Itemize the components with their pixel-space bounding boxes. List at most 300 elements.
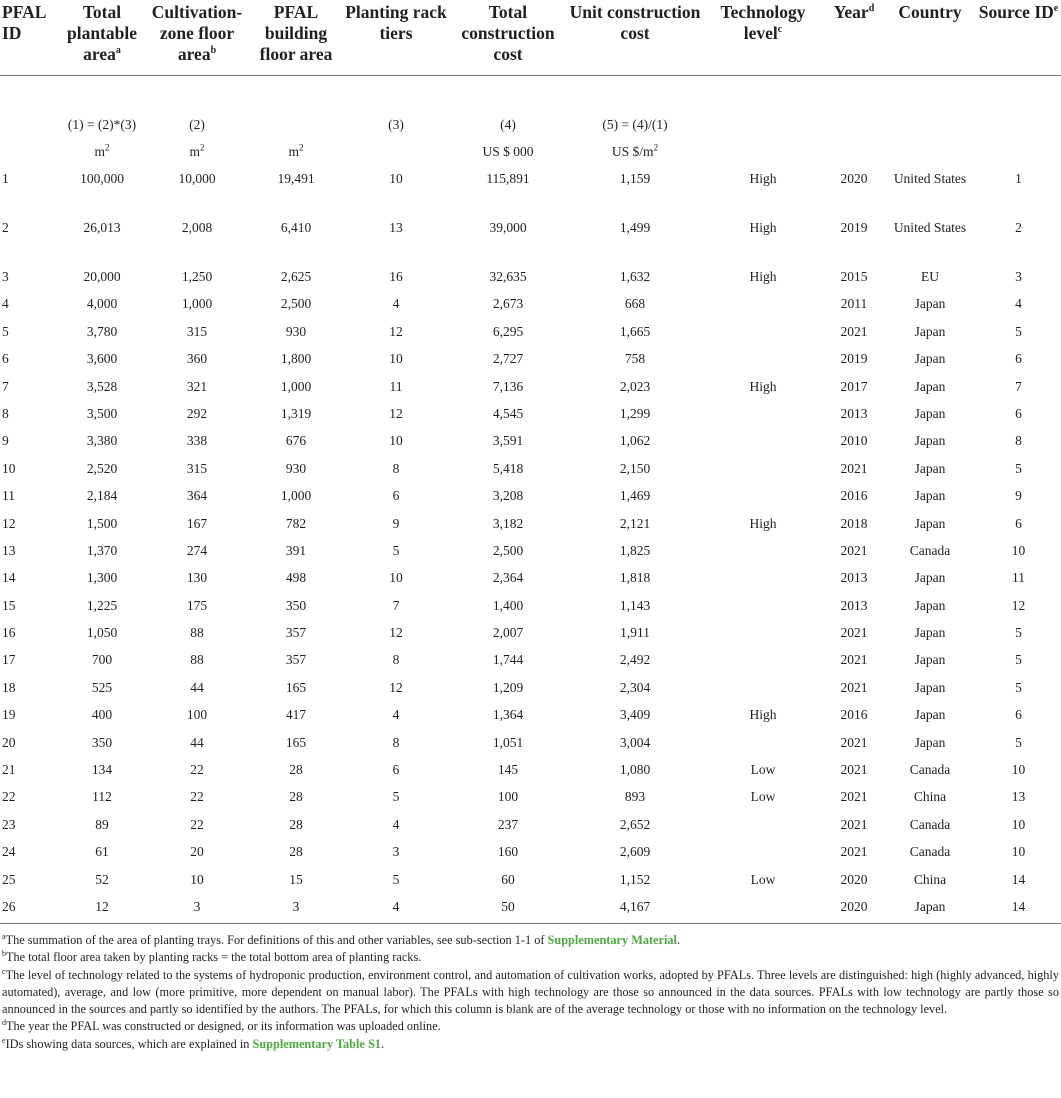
table-cell: 3,380 [86, 433, 118, 449]
table-cell: 1,152 [619, 871, 651, 887]
unit-cell [824, 141, 884, 168]
table-cell: 5 [1015, 625, 1022, 641]
table-cell: Japan [914, 433, 946, 449]
table-cell: 2 [2, 220, 9, 235]
table-cell: Japan [914, 515, 946, 531]
table-cell: 2021 [840, 679, 868, 695]
table-cell: 5,418 [492, 460, 524, 476]
table-cell: 5 [392, 871, 400, 887]
table-cell: 391 [285, 542, 307, 558]
formula-cell: (3) [388, 117, 404, 132]
table-cell: 5 [392, 542, 400, 558]
table-cell: 2021 [840, 734, 868, 750]
table-cell: 2011 [840, 296, 868, 312]
table-cell: 3,591 [492, 433, 524, 449]
table-cell: 2,150 [619, 460, 651, 476]
table-cell: 2017 [840, 378, 868, 394]
formula-row [0, 114, 1061, 141]
table-cell: 2,673 [492, 296, 524, 312]
table-cell: 10 [1011, 762, 1026, 778]
column-header [448, 0, 568, 76]
table-cell: 8 [392, 734, 400, 750]
table-cell: 28 [289, 789, 303, 805]
table-cell: 2021 [840, 625, 868, 641]
table-row [0, 814, 1061, 841]
table-cell: 19,491 [277, 171, 315, 186]
table-cell: 10 [2, 460, 16, 476]
table-cell: 1,319 [280, 405, 312, 421]
table-cell: 52 [95, 871, 109, 887]
table-cell: 6 [2, 351, 9, 367]
table-cell: 1,800 [280, 351, 312, 367]
table-cell: 2,625 [280, 269, 312, 284]
table-cell: 4 [392, 707, 400, 723]
table-cell: 9 [392, 515, 400, 531]
table-cell: 14 [1011, 871, 1026, 887]
table-cell: 2021 [840, 844, 868, 860]
table-cell: Canada [909, 816, 951, 832]
table-cell: High [749, 220, 777, 235]
table-cell: 17 [2, 652, 16, 668]
column-header-label: PFAL ID [2, 2, 46, 43]
table-cell: 4,545 [492, 405, 524, 421]
table-row [0, 704, 1061, 731]
table-row [0, 869, 1061, 896]
table-cell [702, 677, 824, 704]
table-cell: 6,295 [492, 323, 524, 339]
table-cell: 15 [2, 597, 16, 613]
table-cell: 2,520 [86, 460, 118, 476]
table-cell: Japan [914, 734, 946, 750]
table-cell: Low [750, 789, 776, 805]
table-cell: 10 [1011, 816, 1026, 832]
table-cell: Low [750, 871, 776, 887]
table-row [0, 759, 1061, 786]
table-cell: 6 [1015, 707, 1022, 723]
table-cell: 6 [1015, 515, 1022, 531]
column-header [976, 0, 1061, 76]
table-cell: 16 [2, 625, 16, 641]
table-cell: 13 [389, 220, 403, 235]
table-cell: 2021 [840, 460, 868, 476]
table-cell: 1,665 [619, 323, 651, 339]
table-cell: Japan [914, 679, 946, 695]
table-row [0, 217, 1061, 266]
table-cell: 3 [1015, 269, 1022, 284]
table-cell: 10 [389, 433, 403, 449]
table-cell: 100,000 [80, 171, 124, 186]
table-cell: 1 [1015, 171, 1022, 186]
table-cell: 8 [1015, 433, 1022, 449]
table-cell: Japan [914, 488, 946, 504]
table-cell: United States [893, 171, 967, 186]
table-cell: 25 [2, 871, 16, 887]
table-cell: 360 [186, 351, 208, 367]
footnote-a: $^a$The summation of the area of planting trays. For definitions of this and other variables, see sub-section 1-1 of Supplementary Material. [2, 931, 681, 947]
table-cell: Japan [914, 570, 946, 586]
table-cell: 1,825 [619, 542, 651, 558]
table-cell: 4 [392, 816, 400, 832]
formula-cell [248, 114, 344, 141]
column-header-label: Total plantable area [66, 2, 138, 64]
table-cell [702, 841, 824, 868]
table-cell: 14 [2, 570, 16, 586]
table-cell: 9 [2, 433, 9, 449]
table-cell: 2021 [840, 542, 868, 558]
table-cell: 525 [91, 679, 113, 695]
unit-cell: $m^2$ [189, 142, 205, 159]
table-cell: 782 [285, 515, 307, 531]
table-row [0, 622, 1061, 649]
table-cell: 5 [1015, 460, 1022, 476]
column-header-label: Country [898, 2, 962, 22]
table-cell: 7 [1015, 378, 1022, 394]
table-cell: 2,609 [619, 844, 651, 860]
table-cell [702, 485, 824, 512]
table-row [0, 841, 1061, 868]
table-cell [702, 896, 824, 924]
table-cell: 5 [1015, 323, 1022, 339]
table-cell: 5 [1015, 679, 1022, 695]
table-cell: 20 [2, 734, 16, 750]
table-cell: 758 [624, 351, 646, 367]
table-cell: 2018 [840, 515, 868, 531]
table-cell: 1,499 [619, 220, 651, 235]
table-cell: 20 [190, 844, 204, 860]
table-cell: 321 [186, 378, 208, 394]
formula-cell: (4) [500, 117, 516, 132]
table-cell: 2,500 [492, 542, 524, 558]
table-row [0, 458, 1061, 485]
table-cell: 112 [92, 789, 112, 805]
table-cell: Canada [909, 844, 951, 860]
table-cell: 4 [1015, 296, 1022, 312]
table-row [0, 321, 1061, 348]
footnote-c: $^c$The level of technology related to the systems of hydroponic production, environment control, and automation of cultivation works, adopted by PFALs. Three levels are distinguished: high (highly advanced, highly automated), average, and low (more primitive, more dependent on manual labor). The PFALs with high technology are those so announced in the data sources. PFALs with low technology are partly those so announced in the sources and partly so identified by the authors. The PFALs, for which this column is blank are of the average technology or those with no information on the technology level. [2, 966, 1059, 1017]
table-cell: High [749, 707, 777, 723]
table-cell: Low [750, 762, 776, 778]
table-cell: 1,209 [492, 679, 524, 695]
table-cell: 1,050 [86, 625, 118, 641]
table-cell: 11 [2, 488, 15, 504]
table-cell: 89 [95, 816, 109, 832]
footnote-marker: c [777, 24, 783, 36]
table-cell: 8 [392, 652, 400, 668]
table-cell: High [749, 515, 777, 531]
table-cell: 2,007 [492, 625, 524, 641]
table-cell: 2016 [840, 488, 868, 504]
table-cell: 1,632 [619, 269, 651, 284]
table-cell: 350 [91, 734, 113, 750]
table-cell: 15 [289, 871, 303, 887]
column-header-label: Year [833, 2, 869, 22]
table-cell: 2021 [840, 652, 868, 668]
column-header-label: Unit construction cost [569, 2, 701, 43]
table-cell: 4 [344, 896, 448, 924]
table-cell: 3 [392, 844, 400, 860]
table-cell: 50 [448, 896, 568, 924]
table-cell: 400 [91, 707, 113, 723]
table-cell: 2,121 [619, 515, 651, 531]
table-cell: 24 [2, 844, 16, 860]
formula-cell [884, 114, 976, 141]
table-cell: 32,635 [489, 269, 527, 284]
table-cell: 3,182 [492, 515, 524, 531]
table-cell: 1,080 [619, 762, 651, 778]
table-cell: 8 [392, 460, 400, 476]
table-cell: 315 [186, 323, 208, 339]
table-cell: Japan [914, 707, 946, 723]
table-cell: 2 [1015, 220, 1022, 235]
table-cell: 3,528 [86, 378, 118, 394]
table-cell: 6 [1015, 405, 1022, 421]
table-cell: 5 [2, 323, 9, 339]
supplementary-table-link[interactable]: Supplementary Table S1 [252, 1036, 381, 1051]
table-cell: 20,000 [83, 269, 121, 284]
footnote-e: $^e$IDs showing data sources, which are explained in Supplementary Table S1. [2, 1035, 385, 1051]
footnote-marker: b [210, 45, 217, 57]
table-cell: 1 [2, 171, 9, 186]
table-cell: 668 [624, 296, 646, 312]
table-cell: 930 [285, 460, 307, 476]
table-cell: 8 [2, 405, 9, 421]
table-cell: 1,364 [492, 707, 524, 723]
table-cell: 160 [497, 844, 519, 860]
table-row [0, 266, 1061, 293]
table-cell: 22 [2, 789, 16, 805]
table-cell: 26,013 [83, 220, 121, 235]
units-row [0, 141, 1061, 168]
table-cell: 167 [186, 515, 208, 531]
table-row [0, 786, 1061, 813]
table-cell: 2021 [840, 323, 868, 339]
column-header [0, 0, 58, 76]
table-cell: 7 [2, 378, 9, 394]
table-cell: 1,500 [86, 515, 118, 531]
table-cell: 3 [248, 896, 344, 924]
table-cell: 1,911 [620, 625, 650, 641]
table-cell: 1,159 [619, 171, 651, 186]
table-cell: 100 [497, 789, 519, 805]
table-cell: 134 [91, 762, 113, 778]
table-cell: 12 [1011, 597, 1026, 613]
table-cell: 2,727 [492, 351, 524, 367]
table-cell [702, 540, 824, 567]
footnote-marker: a [115, 45, 121, 57]
table-cell: 11 [389, 378, 403, 394]
table-cell: 3,500 [86, 405, 118, 421]
table-cell: 21 [2, 762, 16, 778]
table-cell: 338 [186, 433, 208, 449]
table-cell: 1,000 [181, 296, 213, 312]
formula-cell [824, 114, 884, 141]
table-row [0, 293, 1061, 320]
table-row [0, 540, 1061, 567]
footnotes [0, 924, 1061, 1053]
table-cell: Canada [909, 762, 951, 778]
table-cell: 2019 [840, 351, 868, 367]
table-cell: 23 [2, 816, 16, 832]
table-cell: 4 [2, 296, 9, 312]
unit-cell: $m^2$ [94, 142, 110, 159]
table-cell: 10 [1011, 542, 1026, 558]
table-cell: 100 [186, 707, 208, 723]
table-cell: High [749, 378, 777, 394]
table-cell: China [913, 871, 947, 887]
table-cell: 893 [624, 789, 646, 805]
table-cell: 2,492 [619, 652, 651, 668]
table-cell: 22 [190, 816, 204, 832]
footnote-b: $^b$The total floor area taken by planting racks = the total bottom area of planting racks. [2, 949, 422, 965]
table-cell: 1,300 [86, 570, 118, 586]
table-cell: High [749, 171, 777, 186]
table-cell [702, 403, 824, 430]
unit-cell: US $\$/m^2$ [611, 142, 659, 159]
table-cell: 292 [186, 405, 208, 421]
table-cell: 28 [289, 844, 303, 860]
formula-cell [976, 114, 1061, 141]
column-header [702, 0, 824, 76]
table-cell: 1,744 [492, 652, 524, 668]
column-header-label: Planting rack tiers [345, 2, 447, 43]
table-cell: 274 [186, 542, 208, 558]
table-cell: 165 [285, 734, 307, 750]
table-cell: 2020 [840, 171, 868, 186]
table-cell: 130 [186, 570, 208, 586]
table-cell: 2,184 [86, 488, 118, 504]
table-cell: 60 [501, 871, 515, 887]
table-row [0, 348, 1061, 375]
table-cell: 2,652 [619, 816, 651, 832]
table-cell [702, 622, 824, 649]
table-cell: 16 [389, 269, 403, 284]
table-cell: 676 [285, 433, 307, 449]
table-cell: 3 [146, 896, 248, 924]
unit-cell [344, 141, 448, 168]
table-cell: 26 [0, 896, 58, 924]
table-row [0, 485, 1061, 512]
table-cell: 1,469 [619, 488, 651, 504]
column-header-label: Total construction cost [461, 2, 555, 64]
table-cell: 930 [285, 323, 307, 339]
table-row [0, 567, 1061, 594]
column-header-label: Technology level [720, 2, 806, 43]
table-cell: Japan [914, 652, 946, 668]
table-cell: 700 [91, 652, 113, 668]
table-row [0, 403, 1061, 430]
table-cell: 315 [186, 460, 208, 476]
table-cell: 2,023 [619, 378, 651, 394]
table-cell: 2013 [840, 570, 868, 586]
table-cell: 12 [389, 323, 403, 339]
table-cell: 12 [389, 679, 403, 695]
formula-cell [702, 114, 824, 141]
table-cell: 498 [285, 570, 307, 586]
table-cell: 2010 [840, 433, 868, 449]
table-row [0, 732, 1061, 759]
table-cell [702, 814, 824, 841]
table-cell: 12 [58, 896, 146, 924]
table-cell: 1,000 [280, 378, 312, 394]
table-cell: 13 [2, 542, 16, 558]
table-cell: High [749, 269, 777, 284]
table-row [0, 376, 1061, 403]
table-cell: 88 [190, 652, 204, 668]
table-cell: 145 [497, 762, 519, 778]
table-cell: 2021 [840, 816, 868, 832]
table-cell: 11 [1012, 570, 1025, 586]
table-cell [702, 732, 824, 759]
footnote-marker: d [868, 3, 875, 15]
column-header [568, 0, 702, 76]
table-cell [702, 321, 824, 348]
table-cell: 2013 [840, 597, 868, 613]
table-cell: 6 [392, 762, 400, 778]
table-cell: 350 [285, 597, 307, 613]
table-cell: Japan [884, 896, 976, 924]
table-cell: 12 [389, 405, 403, 421]
unit-cell: US $ 000 [482, 144, 534, 159]
table-cell: 10 [389, 171, 403, 186]
column-header [146, 0, 248, 76]
table-cell: 2015 [840, 269, 868, 284]
table-cell: 2020 [824, 896, 884, 924]
table-cell: 10,000 [178, 171, 216, 186]
table-cell: 357 [285, 652, 307, 668]
unit-cell: $m^2$ [288, 142, 304, 159]
unit-cell [976, 141, 1061, 168]
table-cell: 44 [190, 734, 204, 750]
unit-exponent: 2 [653, 142, 659, 153]
table-cell: Japan [914, 323, 946, 339]
table-cell [702, 348, 824, 375]
table-cell: 4 [392, 296, 400, 312]
table-row [0, 430, 1061, 457]
table-cell: 2021 [840, 789, 868, 805]
column-header-label: Source ID [978, 2, 1054, 22]
table-cell: Canada [909, 542, 951, 558]
table-header [0, 0, 1061, 76]
table-row [0, 513, 1061, 540]
supplementary-material-link[interactable]: Supplementary Material [547, 932, 677, 947]
table-cell: 5 [392, 789, 400, 805]
column-header [884, 0, 976, 76]
formula-cell: (5) = (4)/(1) [602, 117, 668, 132]
table-row [0, 649, 1061, 676]
formula-cell: (2) [189, 117, 205, 132]
table-cell: 2013 [840, 405, 868, 421]
table-cell: 4,167 [568, 896, 702, 924]
table-cell: 115,891 [486, 171, 530, 186]
table-cell: 5 [1015, 652, 1022, 668]
table-cell: United States [893, 220, 967, 235]
table-cell: 417 [285, 707, 307, 723]
table-cell: 7,136 [492, 378, 524, 394]
table-cell: 28 [289, 762, 303, 778]
table-cell: 1,000 [280, 488, 312, 504]
table-cell: 237 [497, 816, 519, 832]
table-cell: 1,250 [181, 269, 213, 284]
table-row [0, 896, 1061, 924]
table-row [0, 677, 1061, 704]
table-cell: 22 [190, 789, 204, 805]
table-cell: China [913, 789, 947, 805]
table-cell: 2,364 [492, 570, 524, 586]
table-cell: 6 [392, 488, 400, 504]
table-cell: 1,143 [619, 597, 651, 613]
table-cell: 3,208 [492, 488, 524, 504]
table-cell: 1,370 [86, 542, 118, 558]
